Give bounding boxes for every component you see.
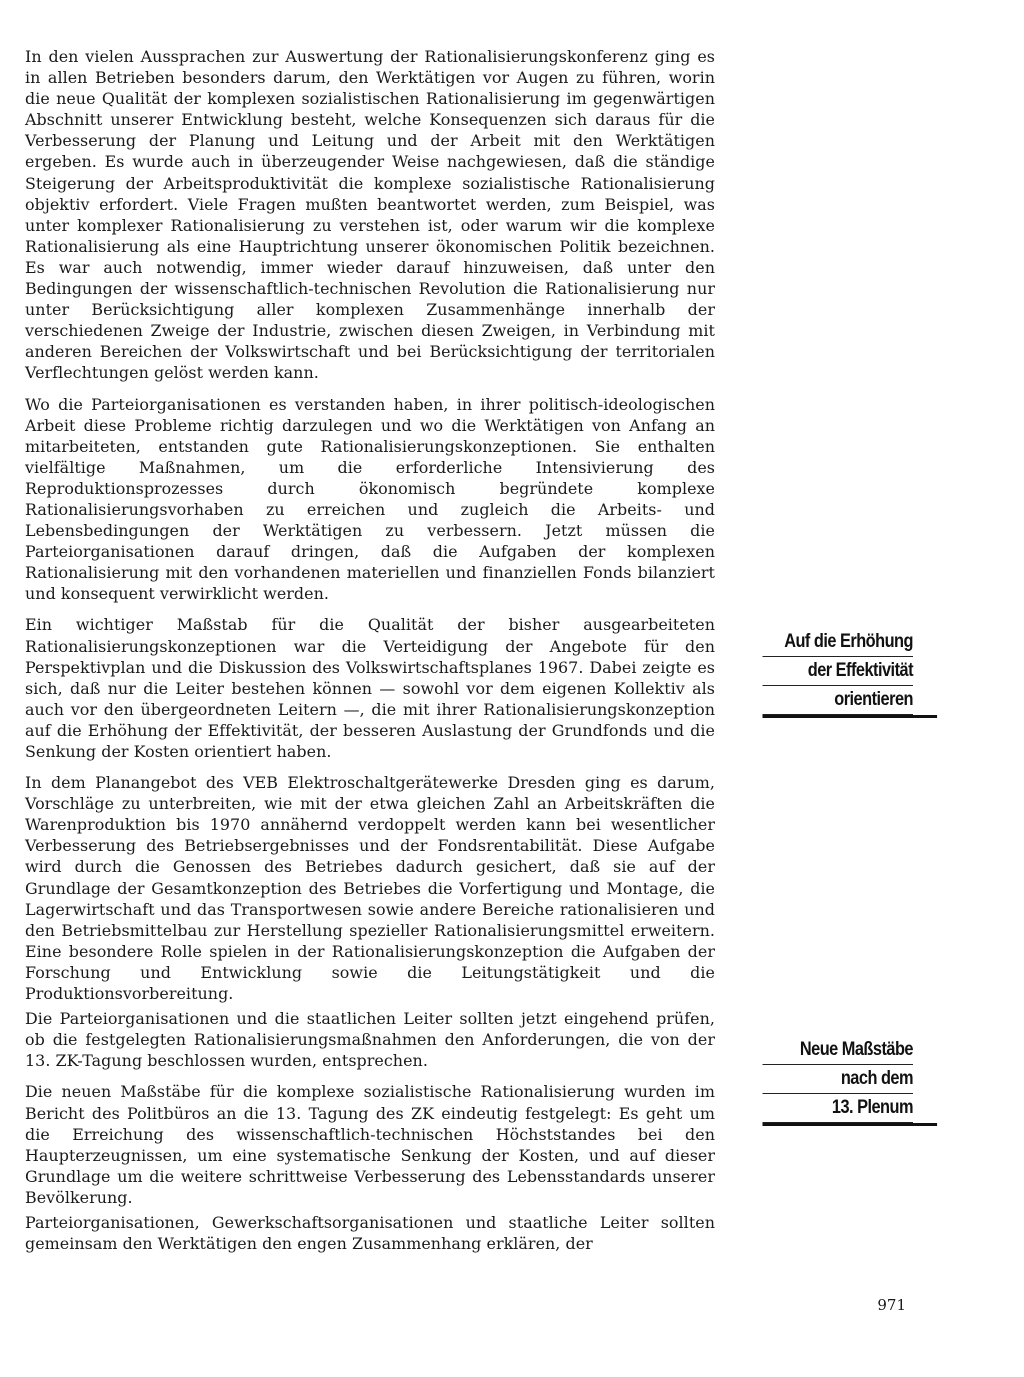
margin-heading-line: der Effektivität — [763, 657, 914, 686]
margin-heading-neue-massstaebe — [763, 1036, 914, 1126]
page-number: 971 — [877, 1296, 906, 1314]
margin-heading-line: orientieren — [763, 686, 914, 715]
margin-heading-rule — [763, 1123, 938, 1126]
paragraph-2: Wo die Parteiorganisationen es verstanden haben, in ihrer politisch-ideologischen Arbeit diese Probleme richtig darzulegen und wo die Werktätigen von Anfang an mitarbeiteten, entstanden gute Rationalisierungskonzeptionen. Sie enthalten vielfältige Maßnahmen, um die erforderliche Intensivierung des Reproduktionsprozesses durch ökonomisch begründete komplexe Rationalisierungsvorhaben zu erreichen und zugleich die Arbeits- und Lebensbedingungen der Werktätigen zu verbessern. Jetzt müssen die Parteiorganisationen darauf dringen, daß die Aufgaben der komplexen Rationalisierung mit den vorhandenen materiellen und finanziellen Fonds bilanziert und konsequent verwirklicht werden. — [25, 394, 715, 604]
paragraph-1: In den vielen Aussprachen zur Auswertung der Rationalisierungskonferenz ging es in allen Betrieben besonders darum, den Werktätigen vor Augen zu führen, worin die neue Qualität der komplexen sozialistischen Rationalisierung im gegenwärtigen Abschnitt unserer Entwicklung besteht, welche Konsequenzen sich daraus für die Verbesserung der Planung und Leitung und der Arbeit mit den Werktätigen ergeben. Es wurde auch in überzeugender Weise nachgewiesen, daß die ständige Steigerung der Arbeitsproduktivität die komplexe sozialistische Rationalisierung objektiv erfordert. Viele Fragen mußten beantwortet werden, zum Beispiel, was unter komplexer Rationalisierung zu verstehen ist, oder warum wir die komplexe Rationalisierung als eine Hauptrichtung unserer ökonomischen Politik bezeichnen. Es war auch notwendig, immer wieder darauf hinzuweisen, daß unter den Bedingungen der wissenschaftlich-technischen Revolution die Rationalisierung nur unter Berücksichtigung aller komplexen Zusammenhänge innerhalb der verschiedenen Zweige der Industrie, zwischen diesen Zweigen, in Verbindung mit anderen Bereichen der Volkswirtschaft und bei Berücksichtigung der territorialen Verflechtungen gelöst werden kann. — [25, 47, 715, 383]
paragraph-5: Die Parteiorganisationen und die staatlichen Leiter sollten jetzt eingehend prüfen, ob die festgelegten Rationalisierungsmaßnahmen den Anforderungen, die von der 13. ZK-Tagung beschlossen wurden, entsprechen. — [25, 1009, 715, 1071]
main-text-column — [25, 46, 715, 1254]
paragraph-7: Parteiorganisationen, Gewerkschaftsorganisationen und staatliche Leiter sollten gemeinsam den Werktätigen den engen Zusammenhang erklären, der — [25, 1212, 715, 1254]
margin-heading-line: nach dem — [763, 1065, 914, 1094]
margin-heading-line: 13. Plenum — [763, 1094, 914, 1123]
margin-heading-line: Auf die Erhöhung — [763, 628, 914, 657]
paragraph-6: Die neuen Maßstäbe für die komplexe sozialistische Rationalisierung wurden im Bericht des Politbüros an die 13. Tagung des ZK eindeutig festgelegt: Es geht um die Erreichung des wissenschaftlich-technischen Höchststandes bei den Haupterzeugnissen, um eine systematische Senkung der Kosten, und auf dieser Grundlage um die weitere schrittweise Verbesserung des Lebensstandards unserer Bevölkerung. — [25, 1082, 715, 1207]
margin-heading-rule — [763, 715, 938, 718]
margin-heading-line: Neue Maßstäbe — [763, 1036, 914, 1065]
margin-heading-effektivitaet — [763, 628, 914, 718]
paragraph-3: Ein wichtiger Maßstab für die Qualität der bisher ausgearbeiteten Rationalisierungskonzeptionen war die Verteidigung der Angebote für den Perspektivplan und die Diskussion des Volkswirtschaftsplanes 1967. Dabei zeigte es sich, daß nur die Leiter bestehen können — sowohl vor dem eigenen Kollektiv als auch vor den übergeordneten Leitern —, die mit ihrer Rationalisierungskonzeption auf die Erhöhung der Effektivität, der besseren Auslastung der Grundfonds und die Senkung der Kosten orientiert haben. — [25, 615, 715, 761]
paragraph-4: In dem Planangebot des VEB Elektroschaltgerätewerke Dresden ging es darum, Vorschläge zu unterbreiten, wie mit der etwa gleichen Zahl an Arbeitskräften die Warenproduktion bis 1970 annähernd verdoppelt werden kann bei wesentlicher Verbesserung des Betriebsergebnisses und der Fondsrentabilität. Diese Aufgabe wird durch die Genossen des Betriebes dadurch gesichert, daß sie auf der Grundlage der Gesamtkonzeption des Betriebes die Vorfertigung und Montage, die Lagerwirtschaft und das Transportwesen sowie andere Bereiche rationalisieren und den Betriebsmittelbau zur Herstellung spezieller Rationalisierungsmittel erweitern. Eine besondere Rolle spielen in der Rationalisierungskonzeption die Aufgaben der Forschung und Entwicklung sowie die Leitungstätigkeit und die Produktionsvorbereitung. — [25, 773, 715, 1004]
